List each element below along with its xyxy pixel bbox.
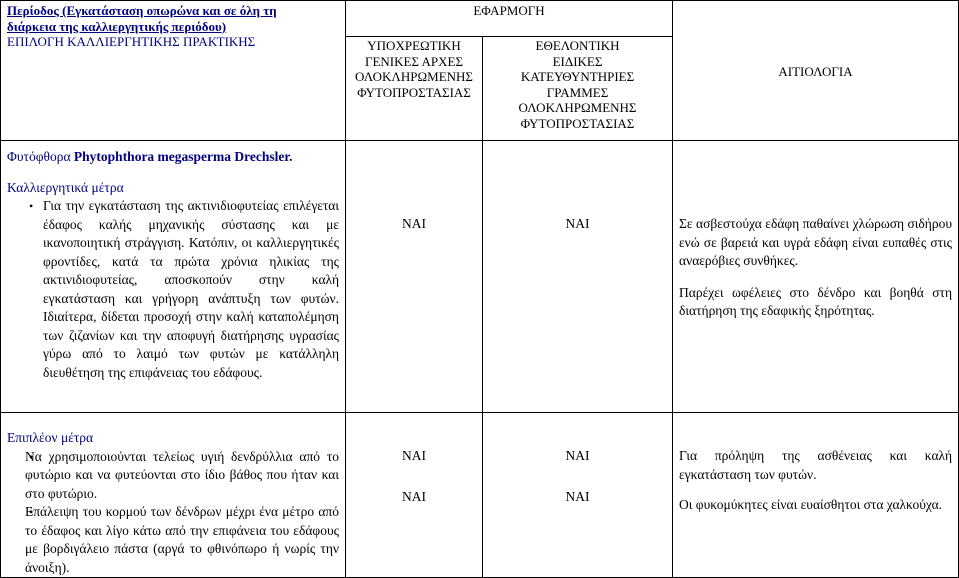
voluntary-cell bbox=[483, 141, 673, 413]
voluntary-line: ΕΘΕΛΟΝΤΙΚΗ bbox=[535, 38, 620, 53]
mandatory-yes: ΝΑΙ bbox=[402, 448, 426, 463]
voluntary-yes: ΝΑΙ bbox=[565, 216, 590, 231]
additional-justification-cell bbox=[673, 413, 959, 578]
cultural-measures-cell bbox=[1, 141, 346, 413]
mandatory-line: ΓΕΝΙΚΕΣ ΑΡΧΕΣ bbox=[364, 53, 464, 69]
cultural-list bbox=[7, 197, 339, 382]
practice-header-cell bbox=[1, 1, 346, 141]
justification-text: Σε ασβεστούχα εδάφη παθαίνει χλώρωση σιδήρου ενώ σε βαρειά και υγρά εδάφη είναι ευπαθές στις αναερόβιες συνθήκες. bbox=[679, 216, 953, 268]
justification-text: Για πρόληψη της ασθένειας και καλή εγκατάσταση των φυτών. bbox=[679, 448, 953, 482]
mandatory-cell bbox=[346, 413, 483, 578]
period-label-line1: Περίοδος (Εγκατάσταση οπωρώνα και σε όλη τη bbox=[7, 3, 277, 18]
list-item: • Επάλειψη του κορμού των δένδρων μέχρι ένα μέτρο από το έδαφος και λίγο κάτω από την επιφάνεια του εδάφους με βορδιγάλειο πάστα (αργά το φθινόπωρο ή νωρίς την άνοιξη). bbox=[7, 503, 339, 577]
mandatory-line: ΟΛΟΚΛΗΡΩΜΕΝΗΣ bbox=[355, 69, 473, 84]
additional-measures-cell bbox=[1, 413, 346, 578]
voluntary-line: ΟΛΟΚΛΗΡΩΜΕΝΗΣ bbox=[518, 100, 637, 115]
additional-list bbox=[7, 448, 339, 578]
voluntary-cell bbox=[483, 413, 673, 578]
disease-prefix: Φυτόφθορα bbox=[7, 149, 71, 164]
mandatory-line: ΦΥΤΟΠΡΟΣΤΑΣΙΑΣ bbox=[357, 84, 471, 100]
cultural-justification-cell bbox=[673, 141, 959, 413]
mandatory-header bbox=[346, 37, 483, 141]
voluntary-header bbox=[483, 37, 673, 141]
voluntary-line: ΓΡΑΜΜΕΣ bbox=[546, 84, 609, 100]
application-header bbox=[346, 1, 673, 37]
disease-name bbox=[7, 148, 339, 167]
voluntary-line: ΦΥΤΟΠΡΟΣΤΑΣΙΑΣ bbox=[520, 115, 635, 131]
period-label-line2: διάρκεια της καλλιεργητικής περιόδου) bbox=[7, 18, 227, 34]
voluntary-yes: ΝΑΙ bbox=[565, 448, 590, 463]
mandatory-yes: ΝΑΙ bbox=[402, 216, 426, 231]
list-item: • Να χρησιμοποιούνται τελείως υγιή δενδρύλλια από το φυτώριο και να φυτεύονται στο ίδιο βάθος που ήταν και στο φυτώριο. bbox=[7, 448, 339, 504]
additional-title: Επιπλέον μέτρα bbox=[7, 430, 94, 445]
cultural-title: Καλλιεργητικά μέτρα bbox=[7, 179, 124, 195]
list-item: • Για την εγκατάσταση της ακτινιδιοφυτείας επιλέγεται έδαφος καλής μηχανικής σύστασης και με ικανοποιητική στράγγιση. Κατόπιν, οι καλλιεργητικές φροντίδες, κατά τα πρώτα χρόνια ηλικίας της ακτινιδιοφυτείας, αποσκοπούν στην καλή εγκατάσταση και γρήγορη ανάπτυξη των φυτών. Ιδιαίτερα, δίδεται προσοχή στην καλή καταπολέμηση των ζιζανίων και την αποφυγή διατήρησης υγρασίας γύρω από το λαιμό των φυτών με κατάλληλη διευθέτηση της επιφάνειας του εδάφους. bbox=[7, 197, 339, 382]
practice-title: ΕΠΙΛΟΓΗ ΚΑΛΛΙΕΡΓΗΤΙΚΗΣ ΠΡΑΚΤΙΚΗΣ bbox=[7, 34, 256, 49]
disease-latin: Phytophthora megasperma Drechsler. bbox=[73, 149, 293, 164]
application-label: ΕΦΑΡΜΟΓΗ bbox=[473, 3, 545, 18]
mandatory-yes: ΝΑΙ bbox=[402, 488, 426, 504]
voluntary-yes: ΝΑΙ bbox=[565, 488, 590, 504]
justification-label: ΑΙΤΙΟΛΟΓΙΑ bbox=[778, 64, 853, 80]
justification-text: Οι φυκομύκητες είναι ευαίσθητοι στα χαλκούχα. bbox=[679, 497, 943, 512]
justification-text: Παρέχει ωφέλειες στο δένδρο και βοηθά στη διατήρηση της εδαφικής ξηρότητας. bbox=[679, 284, 953, 318]
mandatory-cell bbox=[346, 141, 483, 413]
justification-header bbox=[673, 1, 959, 141]
voluntary-line: ΚΑΤΕΥΘΥΝΤΗΡΙΕΣ bbox=[520, 69, 635, 84]
voluntary-line: ΕΙΔΙΚΕΣ bbox=[552, 53, 603, 69]
mandatory-line: ΥΠΟΧΡΕΩΤΙΚΗ bbox=[367, 38, 461, 53]
